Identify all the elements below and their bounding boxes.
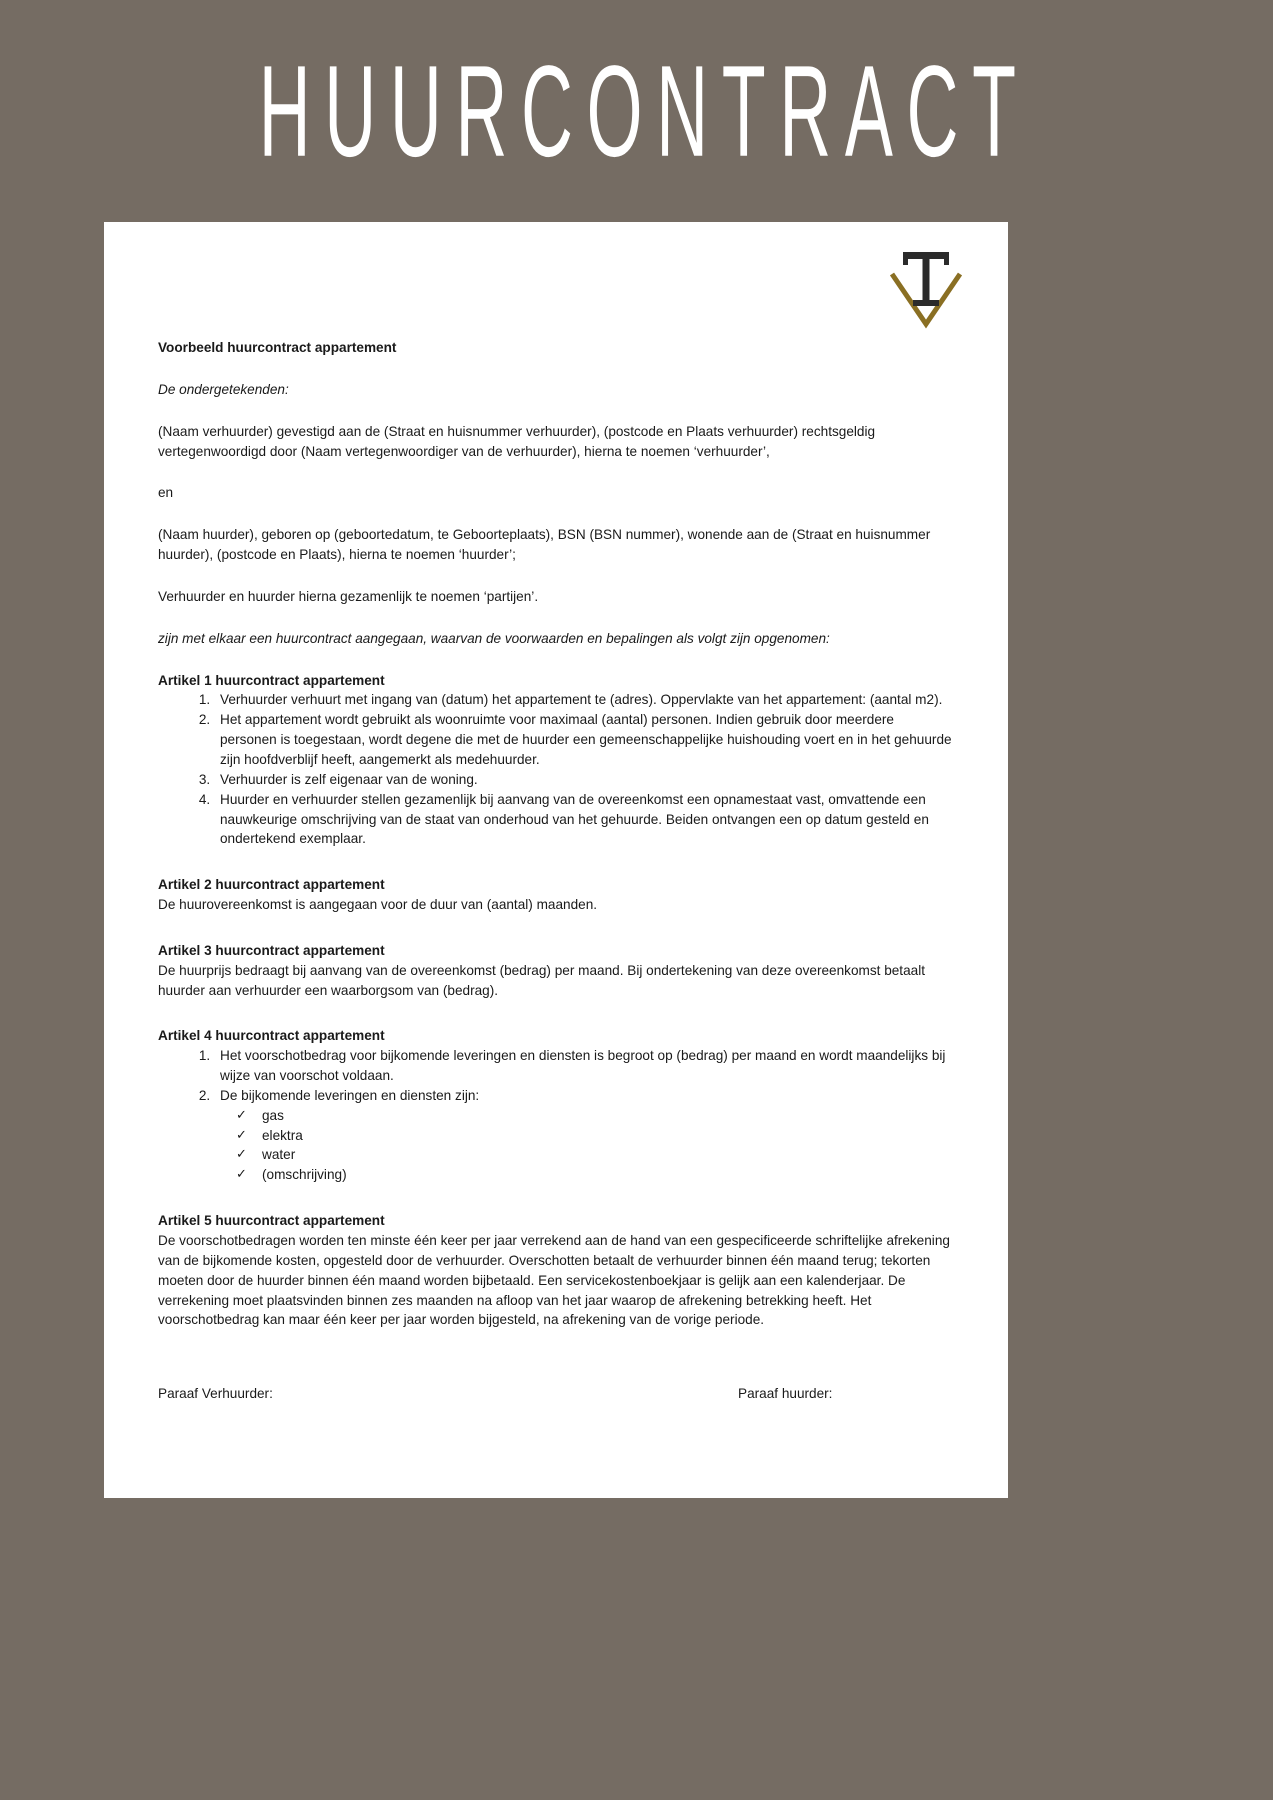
list-item: 4. Huurder en verhuurder stellen gezamenlijk bij aanvang van de overeenkomst een opnamestaat vast, omvattende een nauwkeurige omschrijving van de staat van onderhoud van het gehuurde. Beiden ontvangen een op datum gesteld en ondertekend exemplaar. [214,790,954,850]
brand-logo [884,248,968,330]
list-item-label: water [262,1147,296,1163]
list-item [236,1145,954,1165]
page-title: HUURCONTRACT [258,38,1030,184]
signature-row [158,1384,954,1404]
document-page [104,222,1008,1498]
article-3-body: De huurprijs bedraagt bij aanvang van de overeenkomst (bedrag) per maand. Bij ondertekening van deze overeenkomst betaalt huurder aan verhuurder een waarborgsom van (bedrag). [158,962,926,998]
check-icon: ✓ [236,1126,247,1142]
list-item [236,1165,954,1185]
spacer [158,503,954,525]
list-item [236,1106,954,1126]
article-4-heading: Artikel 4 huurcontract appartement [158,1028,385,1044]
check-icon: ✓ [236,1106,247,1122]
list-item [236,1126,954,1146]
landlord-initials-label: Paraaf Verhuurder: [158,1386,273,1402]
article-1-list [158,690,954,849]
list-item: 2. Het appartement wordt gebruikt als woonruimte voor maximaal (aantal) personen. Indien gebruik door meerdere personen is toegestaan, wordt degene die met de huurder een gemeenschappelijke huishouding voert en in het gehuurde zijn hoofdverblijf heeft, aangemerkt als medehuurder. [214,710,954,770]
spacer [158,358,954,380]
page-banner [0,0,1273,222]
article-5-heading: Artikel 5 huurcontract appartement [158,1213,385,1229]
undersigned-label: De ondergetekenden: [158,381,289,397]
parties-paragraph: Verhuurder en huurder hierna gezamenlijk te noemen ‘partijen’. [158,588,539,604]
list-item: 1. Verhuurder verhuurt met ingang van (datum) het appartement te (adres). Oppervlakte van het appartement: (aantal m2). [214,690,954,710]
article-5-body: De voorschotbedragen worden ten minste één keer per jaar verrekend aan de hand van een gespecificeerde schriftelijke afrekening van de bijkomende kosten, opgesteld door de verhuurder. Overschotten betaalt de verhuurder binnen één maand terug; tekorten moeten door de huurder binnen één maand worden bijbetaald. Een servicekostenboekjaar is gelijk aan een kalenderjaar. De verrekening moet plaatsvinden binnen zes maanden na afloop van het jaar waarop de afrekening betrekking heeft. Het voorschotbedrag kan maar één keer per jaar worden bijgesteld, na afrekening van de vorige periode. [158,1233,950,1328]
conjunction-en: en [158,485,174,501]
spacer [158,1330,954,1384]
list-item: 2. De bijkomende leveringen en diensten zijn: [214,1086,954,1106]
spacer [158,915,954,941]
article-4-services-list [158,1106,954,1185]
document-body [158,338,954,1404]
list-item: 1. Het voorschotbedrag voor bijkomende leveringen en diensten is begroot op (bedrag) per maand en wordt maandelijks bij wijze van voorschot voldaan. [214,1046,954,1086]
tenant-paragraph: (Naam huurder), geboren op (geboortedatum, te Geboorteplaats), BSN (BSN nummer), wonende aan de (Straat en huisnummer huurder), (postcode en Plaats), hierna te noemen ‘huurder’; [158,527,931,563]
article-4-list [158,1046,954,1106]
spacer [158,649,954,671]
document-title: Voorbeeld huurcontract appartement [158,340,397,355]
article-3-heading: Artikel 3 huurcontract appartement [158,942,385,958]
spacer [158,607,954,629]
spacer [158,849,954,875]
t-over-v-monogram-icon [884,248,968,330]
list-item-label: gas [262,1107,284,1123]
list-item-label: elektra [262,1127,303,1143]
check-icon: ✓ [236,1146,247,1162]
preamble-paragraph: zijn met elkaar een huurcontract aangegaan, waarvan de voorwaarden en bepalingen als volgt zijn opgenomen: [158,630,830,646]
check-icon: ✓ [236,1166,247,1182]
list-item-label: (omschrijving) [262,1167,347,1183]
spacer [158,1000,954,1026]
article-2-body: De huurovereenkomst is aangegaan voor de duur van (aantal) maanden. [158,897,598,913]
landlord-paragraph: (Naam verhuurder) gevestigd aan de (Straat en huisnummer verhuurder), (postcode en Plaats verhuurder) rechtsgeldig vertegenwoordigd door (Naam vertegenwoordiger van de verhuurder), hierna te noemen ‘verhuurder’, [158,423,876,459]
spacer [158,461,954,483]
spacer [158,565,954,587]
article-2-heading: Artikel 2 huurcontract appartement [158,877,385,893]
list-item: 3. Verhuurder is zelf eigenaar van de woning. [214,770,954,790]
spacer [158,1185,954,1211]
spacer [158,400,954,422]
article-1-heading: Artikel 1 huurcontract appartement [158,672,385,688]
tenant-initials-label: Paraaf huurder: [738,1386,833,1402]
